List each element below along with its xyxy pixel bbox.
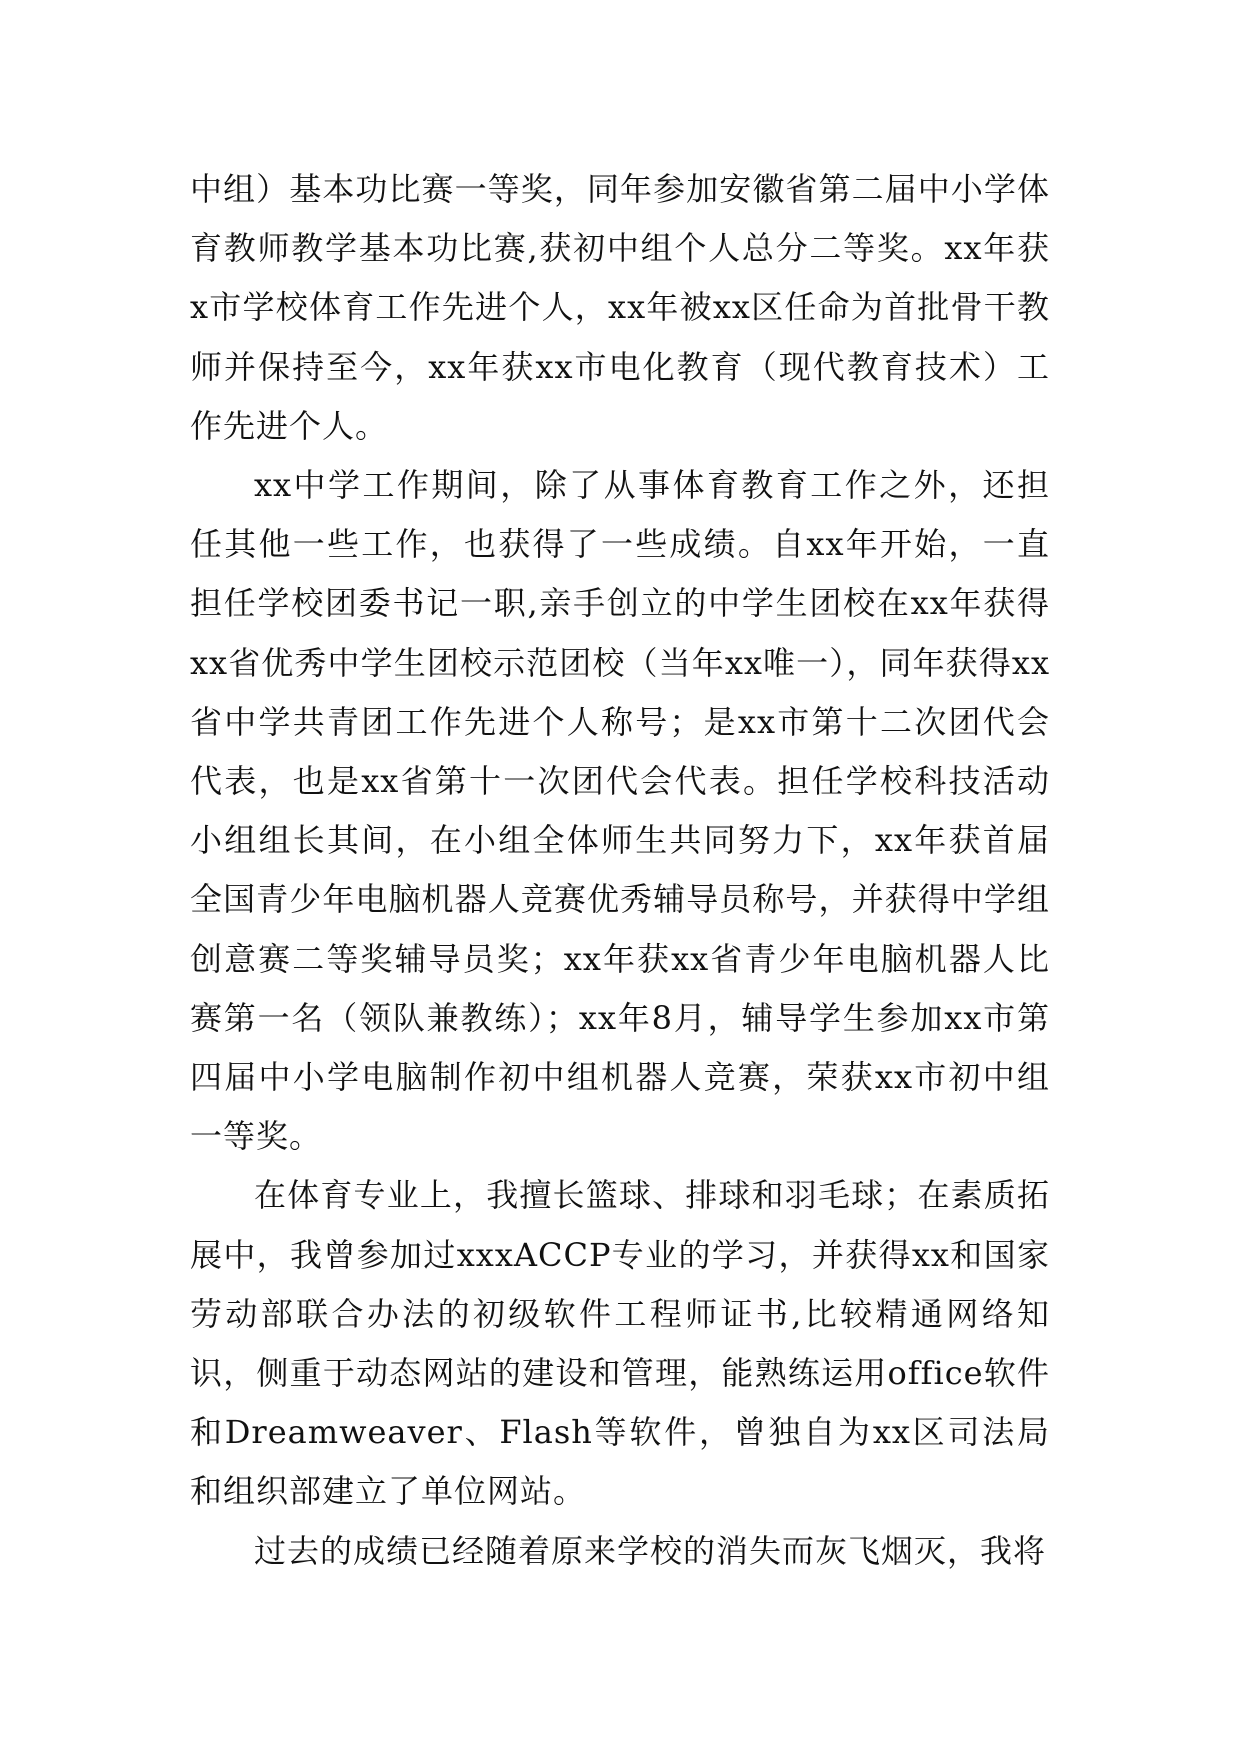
document-body [190, 160, 1050, 1581]
paragraph-past-achievements: 过去的成绩已经随着原来学校的消失而灰飞烟灭，我将 [254, 1531, 1047, 1570]
paragraph-skills: 在体育专业上，我擅长篮球、排球和羽毛球；在素质拓展中，我曾参加过xxxACCP专业的学习，并获得xx和国家劳动部联合办法的初级软件工程师证书,比较精通网络知识，侧重于动态网站的建设和管理，能熟练运用office软件和Dreamweaver、Flash等软件，曾独自为xx区司法局和组织部建立了单位网站。 [190, 1176, 1050, 1511]
paragraph-awards-continued: 中组）基本功比赛一等奖，同年参加安徽省第二届中小学体育教师教学基本功比赛,获初中组个人总分二等奖。xx年获x市学校体育工作先进个人，xx年被xx区任命为首批骨干教师并保持至今，xx年获xx市电化教育（现代教育技术）工作先进个人。 [190, 170, 1050, 445]
paragraph-school-work: xx中学工作期间，除了从事体育教育工作之外，还担任其他一些工作，也获得了一些成绩。自xx年开始，一直担任学校团委书记一职,亲手创立的中学生团校在xx年获得xx省优秀中学生团校示范团校（当年xx唯一），同年获得xx省中学共青团工作先进个人称号；是xx市第十二次团代会代表，也是xx省第十一次团代会代表。担任学校科技活动小组组长其间，在小组全体师生共同努力下，xx年获首届全国青少年电脑机器人竞赛优秀辅导员称号，并获得中学组创意赛二等奖辅导员奖；xx年获xx省青少年电脑机器人比赛第一名（领队兼教练）；xx年8月，辅导学生参加xx市第四届中小学电脑制作初中组机器人竞赛，荣获xx市初中组一等奖。 [190, 466, 1050, 1156]
